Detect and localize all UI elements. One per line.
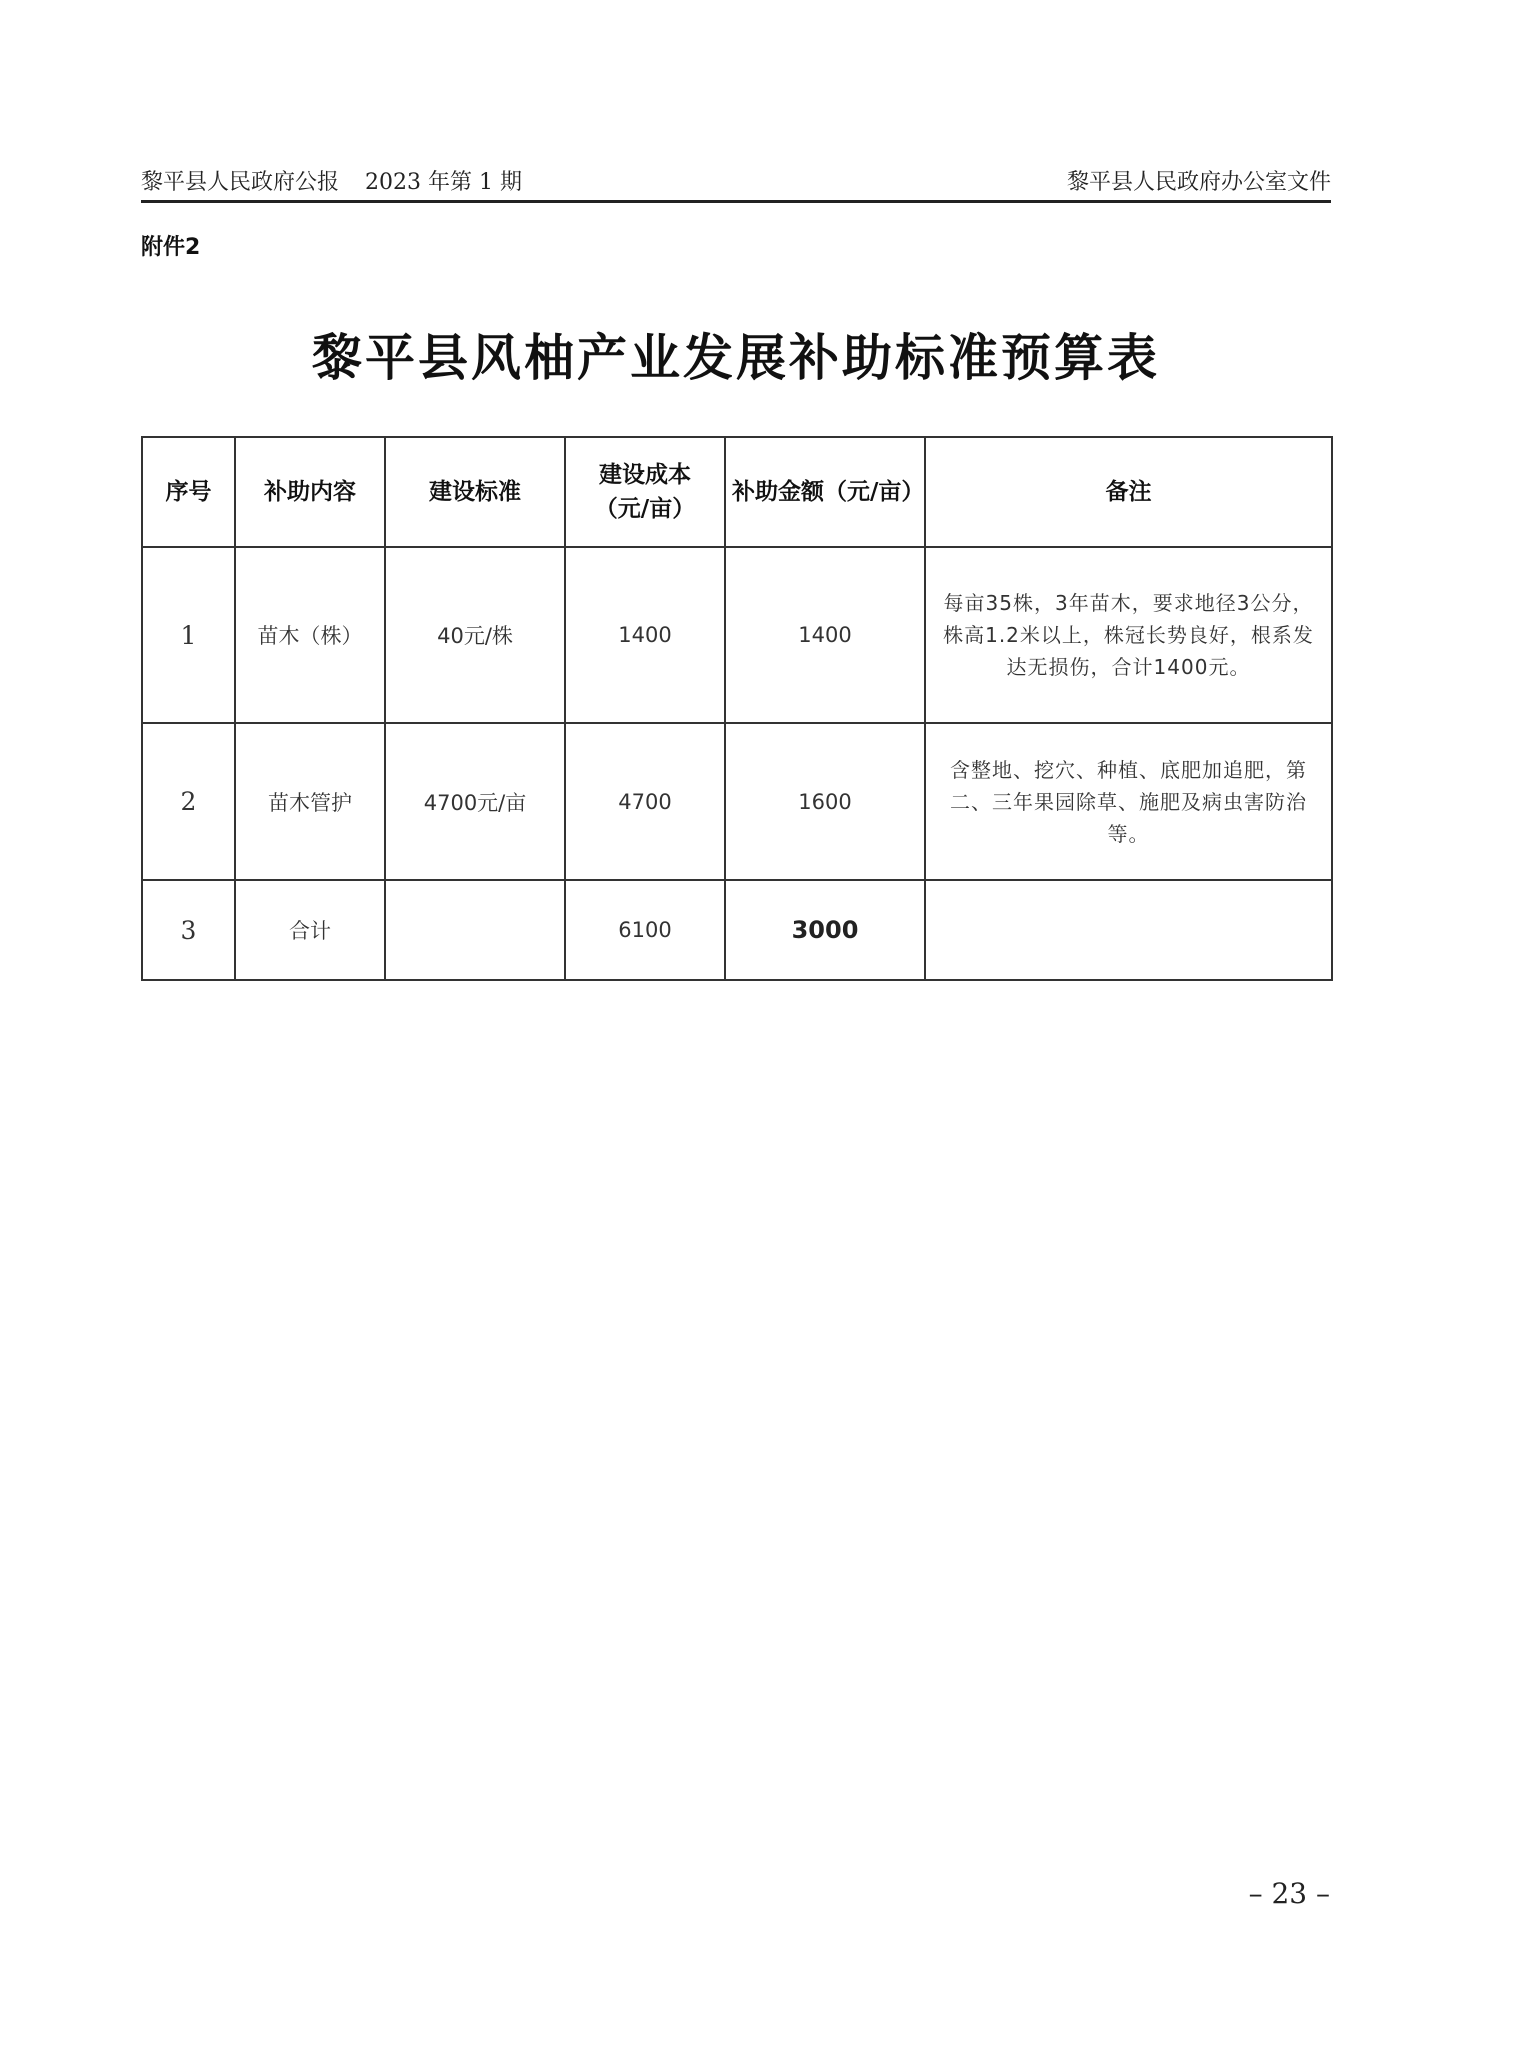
cell-standard: 4700元/亩 [385, 723, 565, 880]
page-header [141, 160, 1331, 200]
cell-note [925, 880, 1332, 980]
cell-cost: 1400 [565, 547, 725, 723]
cell-content: 苗木（株） [235, 547, 385, 723]
table-row [142, 547, 1332, 723]
cell-cost: 4700 [565, 723, 725, 880]
cell-content: 苗木管护 [235, 723, 385, 880]
issue-number: 2023 年第 1 期 [365, 169, 522, 195]
attachment-label: 附件2 [141, 235, 201, 260]
header-divider [141, 200, 1331, 203]
cell-content: 合计 [235, 880, 385, 980]
budget-table [141, 436, 1333, 981]
header-note: 备注 [925, 437, 1332, 547]
table-row [142, 723, 1332, 880]
cell-cost: 6100 [565, 880, 725, 980]
header-standard: 建设标准 [385, 437, 565, 547]
header-subsidy: 补助金额（元/亩） [725, 437, 925, 547]
cell-standard: 40元/株 [385, 547, 565, 723]
cell-standard [385, 880, 565, 980]
cell-subsidy: 1600 [725, 723, 925, 880]
header-left [141, 165, 522, 196]
table-header-row [142, 437, 1332, 547]
page-number: – 23 – [1248, 1877, 1330, 1910]
header-source: 黎平县人民政府办公室文件 [1066, 169, 1331, 195]
cell-subsidy: 1400 [725, 547, 925, 723]
header-content: 补助内容 [235, 437, 385, 547]
table-row-total [142, 880, 1332, 980]
cell-seq: 2 [142, 723, 235, 880]
header-seq: 序号 [142, 437, 235, 547]
cell-subsidy-total: 3000 [725, 880, 925, 980]
header-cost: 建设成本（元/亩） [565, 437, 725, 547]
document-title: 黎平县风柚产业发展补助标准预算表 [312, 328, 1160, 387]
cell-note: 含整地、挖穴、种植、底肥加追肥，第二、三年果园除草、施肥及病虫害防治等。 [925, 723, 1332, 880]
cell-seq: 3 [142, 880, 235, 980]
gazette-name: 黎平县人民政府公报 [141, 169, 340, 195]
cell-note: 每亩35株，3年苗木，要求地径3公分，株高1.2米以上，株冠长势良好，根系发达无损伤，合计1400元。 [925, 547, 1332, 723]
cell-seq: 1 [142, 547, 235, 723]
